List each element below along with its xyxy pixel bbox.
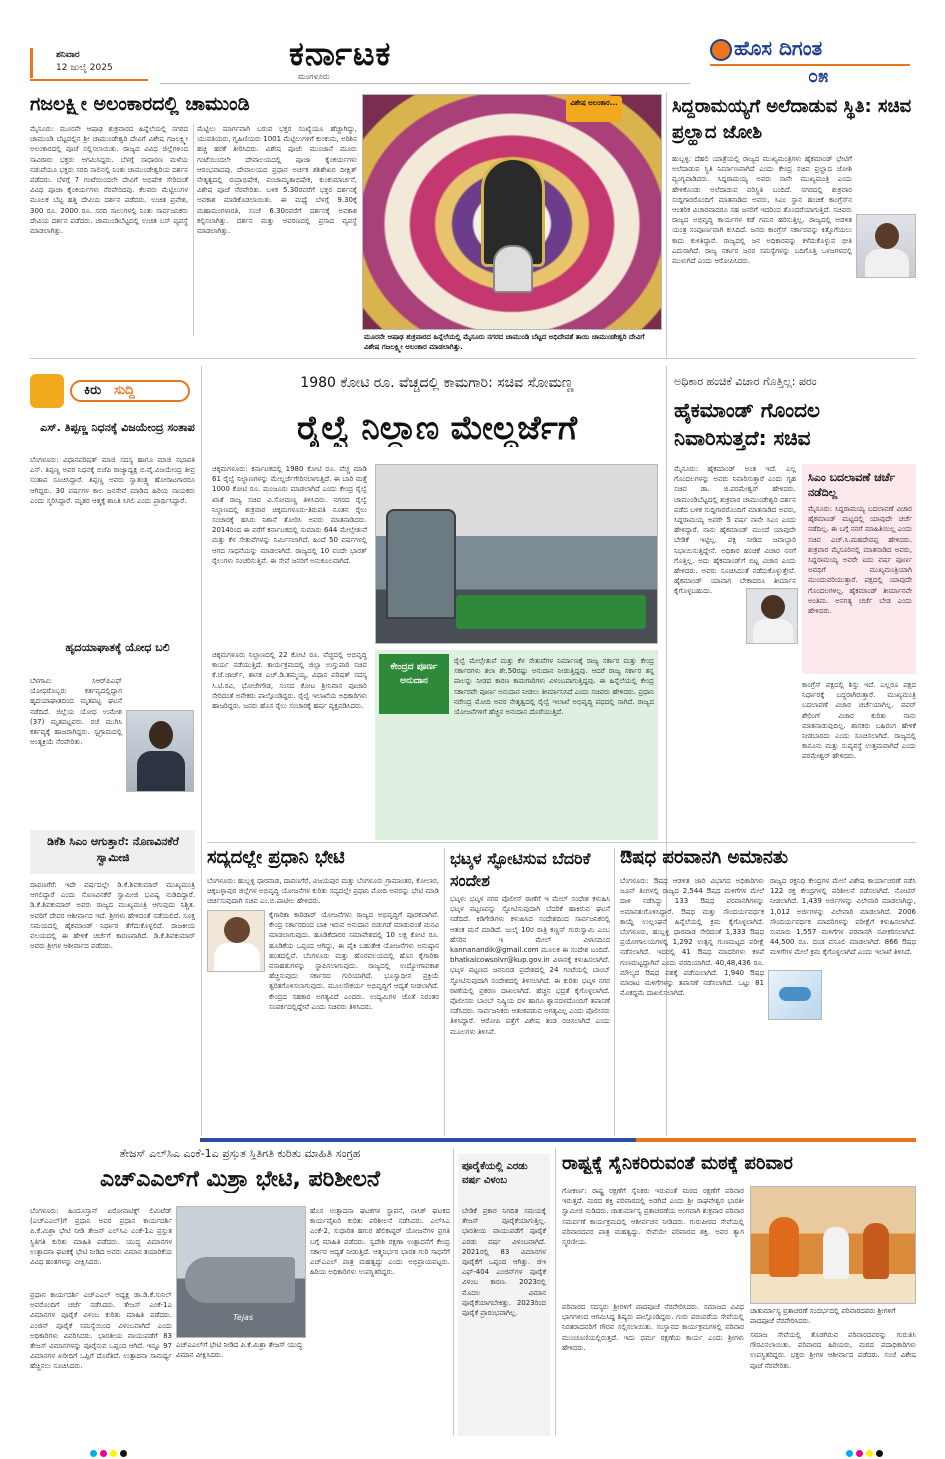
section-title: ಕರ್ನಾಟಕ bbox=[289, 34, 392, 73]
story4-headline: ಹೈಕಮಾಂಡ್ ಗೊಂದಲ ನಿವಾರಿಸುತ್ತದೆ: ಸಚಿವ bbox=[674, 398, 820, 450]
padapooja-photo bbox=[750, 1186, 916, 1304]
story5-headline: ಸದ್ಯದಲ್ಲೇ ಪ್ರಧಾನಿ ಭೇಟಿ bbox=[207, 848, 345, 868]
train-flagoff-photo bbox=[375, 464, 658, 644]
kiru-title-b: ಸುದ್ದಿ bbox=[114, 383, 135, 398]
story3-col1: ಚಿಕ್ಕಮಗಳೂರು: ಕರ್ನಾಟಕದಲ್ಲಿ 1980 ಕೋಟಿ ರೂ. ವೆಚ್ಚ ಮಾಡಿ 61 ರೈಲ್ವೆ ನಿಲ್ದಾಣಗಳನ್ನು ಮೇಲ್ದರ್ಜೆಗೇರಿಸಲಾಗುತ್ತಿದೆ. ಈ ಬಾರಿ ಮತ್ತೆ 1000 ಕೋಟಿ ರೂ. ಮಂಜೂರು ಮಾಡಲಾಗಿದೆ ಎಂದು ಕೇಂದ್ರ ರೈಲ್ವೆ ಖಾತೆ ರಾಜ್ಯ ಸಚಿವ ವಿ.ಸೋಮಣ್ಣ ತಿಳಿಸಿದರು. ನಗರದ ರೈಲ್ವೆ ನಿಲ್ದಾಣದಲ್ಲಿ ಶುಕ್ರವಾರ ಚಿಕ್ಕಮಗಳೂರು-ತಿರುಪತಿ ನೂತನ ರೈಲು ಸಂಚಾರಕ್ಕೆ ಹಸಿರು ನಿಶಾನೆ ತೋರಿಸಿ ಅವರು ಮಾತನಾಡಿದರು. 2014ರಿಂದ ಈ ವರೆಗೆ ಕರ್ನಾಟಕದಲ್ಲಿ ಸುಮಾರು 644 ಮೇಲ್ಸೇತುವೆ ಮತ್ತು ಕೆಳ ಸೇತುವೆಗಳನ್ನು ನಿರ್ಮಿಸಲಾಗಿದೆ. ಹಿಂದೆ 50 ವರ್ಷಗಳಲ್ಲಿ ಆಗದ ಸಾಧನೆಯನ್ನು ಮಾಡಲಾಗಿದೆ. ರಾಜ್ಯದಲ್ಲಿ 10 ವಂದೇ ಭಾರತ್ ರೈಲುಗಳು ಸಂಚರಿಸುತ್ತಿವೆ. ಈ ಸೇವೆ ಜನರಿಗೆ ಅನುಕೂಲವಾಗಿದೆ. bbox=[212, 465, 367, 565]
story9-col3: ಸಮಾಜ ಸೇವೆಯಲ್ಲಿ ತೊಡಗಿರುವ ಪರಿವಾರದವರನ್ನು ಗುರುತಿಸಿ ಗೌರವಿಸಲಾಯಿತು. ಪರಿವಾರದ ಹಿರಿಯರು, ಮಠದ ಪದಾಧಿಕಾರಿಗಳು ಉಪಸ್ಥಿತರಿದ್ದರು. ಭಕ್ತರು ಶ್ರೀಗಳ ಆಶೀರ್ವಾದ ಪಡೆದರು. ಸಂಜೆ ವಿಶೇಷ ಪೂಜೆ ನೆರವೇರಿತು. bbox=[750, 1331, 916, 1370]
story9-caption: ಚಾತುರ್ಮಾಸ್ಯ ವ್ರತಾಚರಣೆ ಸಂದರ್ಭದಲ್ಲಿ ಪರಿವಾರದವರು ಶ್ರೀಗಳಿಗೆ ಪಾದಪೂಜೆ ನೆರವೇರಿಸಿದರು. bbox=[750, 1307, 896, 1325]
tejas-label: Tejas bbox=[233, 1313, 254, 1322]
kiru-s3-body: ದಾವಣಗೆರೆ: ಇದೇ ವರ್ಷದಲ್ಲೇ ಡಿ.ಕೆ.ಶಿವಕುಮಾರ್ ಮುಖ್ಯಮಂತ್ರಿ ಆಗಲಿದ್ದಾರೆ ಎಂದು ನೊಣವಿನಕೆರೆ ಸ್ವಾಮೀಜಿ ಭವಿಷ್ಯ ನುಡಿದಿದ್ದಾರೆ. ಡಿ.ಕೆ.ಶಿವಕುಮಾರ್ ಅವರು ರಾಜ್ಯದ ಮುಖ್ಯಮಂತ್ರಿ ಆಗುವುದು ನಿಶ್ಚಿತ. ಅವರಿಗೆ ದೇವರ ಆಶೀರ್ವಾದ ಇದೆ. ಶ್ರೀಗಳು ಹೇಳಿದಂತೆ ನಡೆಯಲಿದೆ. ಸೂಕ್ತ ಸಮಯದಲ್ಲಿ ಹೈಕಮಾಂಡ್ ನಿರ್ಧಾರ ತೆಗೆದುಕೊಳ್ಳಲಿದೆ. ರಾಜಕೀಯ ವಲಯದಲ್ಲಿ ಈ ಹೇಳಿಕೆ ಚರ್ಚೆಗೆ ಕಾರಣವಾಗಿದೆ. ಡಿ.ಕೆ.ಶಿವಕುಮಾರ್ ಅವರು ಶ್ರೀಗಳ ಆಶೀರ್ವಾದ ಪಡೆದರು. bbox=[30, 881, 195, 951]
person-body-icon bbox=[137, 751, 185, 792]
masthead bbox=[698, 30, 916, 88]
story8-headline: ಎಚ್‌ಎಎಲ್‌ಗೆ ಮಿಶ್ರಾ ಭೇಟಿ, ಪರಿಶೀಲನೆ bbox=[100, 1168, 380, 1192]
person-head-icon bbox=[761, 595, 785, 619]
kiru-title-a: ಕಿರು bbox=[84, 383, 102, 398]
kiru-s2-body: ಬೆಳಗಾವಿ: ಸಿಆರ್‌ಪಿಎಫ್ ಯೋಧರೊಬ್ಬರು ಕರ್ತವ್ಯದಲ್ಲಿದ್ದಾಗ ಹೃದಯಾಘಾತದಿಂದ ಮೃತಪಟ್ಟ ಘಟನೆ ನಡೆದಿದೆ. ಜಿಲ್ಲೆಯ ಯೋಧ ಉಮೇಶ (37) ಮೃತಪಟ್ಟವರು. ರಜೆ ಮುಗಿಸಿ ಕರ್ತವ್ಯಕ್ಕೆ ಹಾಜರಾಗಿದ್ದರು. ಸ್ವಗ್ರಾಮದಲ್ಲಿ ಅಂತ್ಯಕ್ರಿಯೆ ನೆರವೇರಿತು. bbox=[30, 677, 122, 747]
kiru-s3-head: ಡಿಕೆಶಿ ಸಿಎಂ ಆಗುತ್ತಾರೆ: ನೊಣವಿನಕೆರೆ ಸ್ವಾಮೀಜಿ bbox=[47, 835, 179, 864]
story3-headline: ರೈಲ್ವೆ ನಿಲ್ದಾಣ ಮೇಲ್ದರ್ಜೆಗೆ bbox=[296, 410, 578, 447]
person-head-icon bbox=[875, 223, 899, 249]
header-rule bbox=[160, 83, 690, 84]
story5-body2: ಕೈಗಾರಿಕಾ ಕಾರಿಡಾರ್ ಯೋಜನೆಗಳು ರಾಜ್ಯದ ಅಭಿವೃದ್ಧಿಗೆ ಪೂರಕವಾಗಿವೆ. ಕೇಂದ್ರ ಸರ್ಕಾರದಿಂದ ಬಾಕಿ ಇರುವ ಅನುದಾನ ಬಿಡುಗಡೆ ಮಾಡುವಂತೆ ಮನವಿ ಮಾಡಲಾಗುವುದು. ಹೂಡಿಕೆದಾರರ ಸಮಾವೇಶದಲ್ಲಿ 10 ಲಕ್ಷ ಕೋಟಿ ರೂ. ಹೂಡಿಕೆಯ ಒಪ್ಪಂದ ಆಗಿದ್ದು, ಈ ಪೈಕಿ ಬಹುತೇಕ ಯೋಜನೆಗಳು ಅನುಷ್ಠಾನ ಹಂತದಲ್ಲಿವೆ. ಬೆಂಗಳೂರು ಮತ್ತು ಹೊರವಲಯದಲ್ಲಿ ಹೊಸ ಕೈಗಾರಿಕಾ ವಸಾಹತುಗಳನ್ನು ಸ್ಥಾಪಿಸಲಾಗುವುದು. ರಾಜ್ಯದಲ್ಲಿ ಉದ್ಯೋಗಾವಕಾಶ ಹೆಚ್ಚಿಸುವುದು ಸರ್ಕಾರದ ಗುರಿಯಾಗಿದೆ. ಭೂಸ್ವಾಧೀನ ಪ್ರಕ್ರಿಯೆ ತ್ವರಿತಗೊಳಿಸಲಾಗುವುದು. ಮೂಲಸೌಕರ್ಯ ಅಭಿವೃದ್ಧಿಗೆ ಆದ್ಯತೆ ನೀಡಲಾಗಿದೆ. ಕೇಂದ್ರದ ಸಹಕಾರ ಅಗತ್ಯವಿದೆ ಎಂದರು. ಉದ್ಯಮಿಗಳ ಜೊತೆ ನಿರಂತರ ಸಂಪರ್ಕದಲ್ಲಿದ್ದೇವೆ ಎಂದು ಸಚಿವರು ತಿಳಿಸಿದರು. bbox=[269, 911, 439, 1011]
goddess-photo bbox=[362, 94, 662, 330]
story8-col3: ಹೊಸ ಉತ್ಪಾದನಾ ಘಟಕಗಳ ಸ್ಥಾಪನೆ, ನಾಸಿಕ್ ಘಟಕದ ಕಾರ್ಯವೈಖರಿ ಕುರಿತು ಪರಿಶೀಲನೆ ನಡೆಸಿದರು. ಎಲ್‌ಸಿಎ ಎಂಕೆ-2, ಸುಧಾರಿತ ಹಗುರ ಹೆಲಿಕಾಪ್ಟರ್ ಯೋಜನೆಗಳ ಪ್ರಗತಿ ಬಗ್ಗೆ ಮಾಹಿತಿ ಪಡೆದರು. ಸ್ವದೇಶಿ ರಕ್ಷಣಾ ಉತ್ಪಾದನೆಗೆ ಕೇಂದ್ರ ಸರ್ಕಾರ ಆದ್ಯತೆ ನೀಡುತ್ತಿದೆ. ಆತ್ಮನಿರ್ಭರ ಭಾರತ ಗುರಿ ಸಾಧನೆಗೆ ಎಚ್‌ಎಎಲ್ ಪಾತ್ರ ಮಹತ್ವದ್ದು ಎಂದು ಅಭಿಪ್ರಾಯಪಟ್ಟರು. ಹಿರಿಯ ಅಧಿಕಾರಿಗಳು ಉಪಸ್ಥಿತರಿದ್ದರು. bbox=[310, 1207, 450, 1277]
story2-body: ಹುಬ್ಬಳ್ಳಿ: ದೆಹಲಿ ಯಾತ್ರೆಯಲ್ಲಿ ರಾಜ್ಯದ ಮುಖ್ಯಮಂತ್ರಿಗಳು ಹೈಕಮಾಂಡ್ ಭೇಟಿಗೆ ಅಲೆದಾಡುವ ಸ್ಥಿತಿ ನಿರ್ಮಾಣವಾಗಿದೆ ಎಂದು ಕೇಂದ್ರ ಸಚಿವ ಪ್ರಲ್ಹಾದ ಜೋಶಿ ವ್ಯಂಗ್ಯವಾಡಿದರು. ಸಿದ್ದರಾಮಯ್ಯ ಅವರು ನಾನೇ ಮುಖ್ಯಮಂತ್ರಿ ಎಂದು ಹೇಳಿಕೊಂಡು ಅಲೆದಾಡುವ ಪರಿಸ್ಥಿತಿ ಬಂದಿದೆ. ನಗರದಲ್ಲಿ ಶುಕ್ರವಾರ ಸುದ್ದಿಗಾರರೊಂದಿಗೆ ಮಾತನಾಡಿದ ಅವರು, ಸಿಎಂ ಸ್ಥಾನ ಹಂಚಿಕೆ ಕಾಂಗ್ರೆಸ್‌ನ ಆಂತರಿಕ ವಿಚಾರವಾದರೂ ಸಹ ಜನರಿಗೆ ಇದರಿಂದ ತೊಂದರೆಯಾಗುತ್ತಿದೆ. ಸಚಿವರು ರಾಜ್ಯದ ಅಭಿವೃದ್ಧಿ ಕಾರ್ಯಗಳ ಕಡೆ ಗಮನ ಹರಿಸುತ್ತಿಲ್ಲ. ರಾಜ್ಯದಲ್ಲಿ ಆಡಳಿತ ಯಂತ್ರ ಸಂಪೂರ್ಣವಾಗಿ ಕುಸಿದಿದೆ. ಜನರು ಕಾಂಗ್ರೆಸ್ ಸರ್ಕಾರವನ್ನು ಕಿತ್ತೊಗೆಯಲು ಕಾದು ಕುಳಿತಿದ್ದಾರೆ. ರಾಜ್ಯದಲ್ಲಿ ಜನ ಅಧಿಕಾರವನ್ನು ಕಳೆದುಕೊಳ್ಳುವ ಭೀತಿ ಎದುರಾಗಿದೆ. ರಾಜ್ಯ ಸರ್ಕಾರ ಜನರ ಸಮಸ್ಯೆಗಳನ್ನು ಬದಿಗೊತ್ತಿ ಒಳಜಗಳದಲ್ಲಿ ಮುಳುಗಿದೆ ಎಂದು ಆರೋಪಿಸಿದರು. bbox=[672, 155, 852, 266]
medicine-photo bbox=[768, 970, 822, 1020]
story9-col1: ಗೋಕರ್ಣ: ರಾಷ್ಟ್ರ ರಕ್ಷಣೆಗೆ ಸೈನಿಕರು ಇರುವಂತೆ ಮಠದ ರಕ್ಷಣೆಗೆ ಪರಿವಾರ ಇರುತ್ತದೆ. ಮಠದ ಶಕ್ತಿ ಪರಿವಾರದಲ್ಲಿ ಅಡಗಿದೆ ಎಂದು ಶ್ರೀ ರಾಘವೇಶ್ವರ ಭಾರತೀ ಸ್ವಾಮೀಜಿ ನುಡಿದರು. ಚಾತುರ್ಮಾಸ್ಯ ವ್ರತಾಚರಣೆಯ ಅಂಗವಾಗಿ ಶುಕ್ರವಾರ ಪರಿವಾರ ಸಮರ್ಪಣೆ ಕಾರ್ಯಕ್ರಮದಲ್ಲಿ ಆಶೀರ್ವಚನ ನೀಡಿದರು. ಗುರುಪೀಠದ ಸೇವೆಯಲ್ಲಿ ಪರಿವಾರದವರ ಪಾತ್ರ ಮಹತ್ವದ್ದು. ಸೇವೆಯೇ ಪರಿವಾರದ ಶಕ್ತಿ. ಅವರ ತ್ಯಾಗ ಸ್ಮರಣೀಯ. bbox=[562, 1187, 744, 1247]
person-body-icon bbox=[865, 249, 909, 278]
story4-col2: ಕಾಂಗ್ರೆಸ್ ಪಕ್ಷದಲ್ಲಿ ಶಿಸ್ತು ಇದೆ. ಎಲ್ಲರೂ ಪಕ್ಷದ ನಿರ್ಧಾರಕ್ಕೆ ಬದ್ಧರಾಗಿರುತ್ತಾರೆ. ಮುಖ್ಯಮಂತ್ರಿ ಬದಲಾವಣೆ ವಿಚಾರ ಚರ್ಚೆಯಾಗಿಲ್ಲ. ಪವರ್ ಶೇರಿಂಗ್ ವಿಚಾರ ಕುರಿತು ನಾನು ಮಾತನಾಡುವುದಿಲ್ಲ. ಶಾಸಕರು ಬಹಿರಂಗ ಹೇಳಿಕೆ ನೀಡಬಾರದು ಎಂದು ಸೂಚಿಸಲಾಗಿದೆ. ರಾಜ್ಯದಲ್ಲಿ ಕಾನೂನು ಮತ್ತು ಸುವ್ಯವಸ್ಥೆ ಉತ್ತಮವಾಗಿದೆ ಎಂದು ಪರಮೇಶ್ವರ್ ಹೇಳಿದರು. bbox=[802, 681, 916, 761]
story8-box-head: ಪೂರೈಕೆಯಲ್ಲಿ ಎರಡು ವರ್ಷ ವಿಳಂಬ bbox=[462, 1161, 528, 1186]
story8-kicker: ತೇಜಸ್ ಎಲ್‌ಸಿಎ ಎಂಕೆ-1ಎ ಪ್ರಸ್ತುತ ಸ್ಥಿತಿಗತಿ ಕುರಿತು ಮಾಹಿತಿ ಸಂಗ್ರಹ bbox=[119, 1148, 361, 1160]
elephant-icon bbox=[493, 245, 533, 293]
kiru-header bbox=[30, 374, 190, 408]
masthead-paper-name: ಹೊಸ ದಿಗಂತ bbox=[734, 36, 823, 60]
jet-icon bbox=[185, 1257, 295, 1303]
person-body-icon bbox=[753, 619, 793, 644]
story2-headline: ಸಿದ್ದರಾಮಯ್ಯಗೆ ಅಲೆದಾಡುವ ಸ್ಥಿತಿ: ಸಚಿವ ಪ್ರಲ್ಹಾದ ಜೋಶಿ bbox=[672, 96, 912, 143]
story4-box-head: ಸಿಎಂ ಬದಲಾವಣೆ ಚರ್ಚೆ ನಡೆದಿಲ್ಲ bbox=[808, 471, 896, 499]
story7-col1: ಬೆಂಗಳೂರು: ಔಷಧ ಆಡಳಿತ ಜಾರಿ ವಿಭಾಗದ ಅಧಿಕಾರಿಗಳು ಜೂನ್ ತಿಂಗಳಲ್ಲಿ ರಾಜ್ಯದ 2,544 ಔಷಧ ಮಳಿಗೆಗಳ ಮೇಲೆ ದಾಳಿ ನಡೆಸಿದ್ದು 133 ಔಷಧ ಪರವಾನಗಿಗಳನ್ನು ಅಮಾನತುಗೊಳಿಸಿದ್ದಾರೆ. ಔಷಧ ಮತ್ತು ಸೌಂದರ್ಯವರ್ಧಕ ಕಾಯ್ದೆ ಉಲ್ಲಂಘನೆ ಹಿನ್ನೆಲೆಯಲ್ಲಿ ಕ್ರಮ ಕೈಗೊಳ್ಳಲಾಗಿದೆ. ಬೆಂಗಳೂರು, ಹುಬ್ಬಳ್ಳಿ ಧಾರವಾಡ ಸೇರಿದಂತೆ 1,333 ಔಷಧ ಪ್ರಯೋಗಾಲಯಗಳಲ್ಲಿ 1,292 ಉತ್ಪನ್ನ ಗುಣಮಟ್ಟದ ಪರೀಕ್ಷೆ ನಡೆಸಲಾಗಿದೆ. ಇದರಲ್ಲಿ 41 ಔಷಧ ಮಾದರಿಗಳು ಕಳಪೆ ಗುಣಮಟ್ಟದ್ದಾಗಿವೆ ಎಂದು ವರದಿಯಾಗಿದೆ. 40,48,436 ರೂ. ಮೌಲ್ಯದ ಔಷಧ ವಶಕ್ಕೆ ಪಡೆಯಲಾಗಿದೆ. 1,940 ಔಷಧ ಮಾರಾಟ ಮಳಿಗೆಗಳನ್ನು ತಪಾಸಣೆ ನಡೆಸಲಾಗಿದೆ. ಒಟ್ಟು 81 ಮೊಕದ್ದಮೆ ದಾಖಲಿಸಲಾಗಿದೆ. bbox=[620, 877, 764, 998]
story3-box-body: ರೈಲ್ವೆ ಮೇಲ್ಸೇತುವೆ ಮತ್ತು ಕೆಳ ಸೇತುವೆಗಳ ನಿರ್ಮಾಣಕ್ಕೆ ರಾಜ್ಯ ಸರ್ಕಾರ ಮತ್ತು ಕೇಂದ್ರ ಸರ್ಕಾರಗಳು ತಲಾ ಶೇ.50ರಷ್ಟು ಅನುದಾನ ನೀಡುತ್ತಿದ್ದವು. ಆದರೆ ರಾಜ್ಯ ಸರ್ಕಾರ ತನ್ನ ಪಾಲನ್ನು ನೀಡದ ಕಾರಣ ಕಾಮಗಾರಿಗಳು ವಿಳಂಬವಾಗುತ್ತಿದ್ದವು. ಈ ಹಿನ್ನೆಲೆಯಲ್ಲಿ ಕೇಂದ್ರ ಸರ್ಕಾರವೇ ಪೂರ್ಣ ಅನುದಾನ ನೀಡಲು ತೀರ್ಮಾನಿಸಿದೆ ಎಂದು ಸಚಿವರು ಹೇಳಿದರು. ಪ್ರಧಾನಿ ನರೇಂದ್ರ ಮೋದಿ ಅವರ ನೇತೃತ್ವದಲ್ಲಿ ರೈಲ್ವೆ ಇಲಾಖೆ ಅಭಿವೃದ್ಧಿ ಪಥದಲ್ಲಿ ಸಾಗಿದೆ. ರಾಜ್ಯದ ಯೋಜನೆಗಳಿಗೆ ಹೆಚ್ಚಿನ ಅನುದಾನ ದೊರೆಯುತ್ತಿದೆ. bbox=[454, 657, 654, 717]
photo1-caption: ಮೂರನೇ ಆಷಾಢ ಶುಕ್ರವಾರದ ಹಿನ್ನೆಲೆಯಲ್ಲಿ ಮೈಸೂರು ನಗರದ ಚಾಮುಂಡಿ ಬೆಟ್ಟದ ಅಧಿದೇವತೆ ತಾಯಿ ಚಾಮುಂಡೇಶ್ವರಿ ದೇವಿಗೆ ವಿಶೇಷ ಗಜಲಕ್ಷ್ಮೀ ಅಲಂಕಾರ ಮಾಡಲಾಗಿತ್ತು. bbox=[364, 333, 645, 351]
pill-icon bbox=[779, 987, 811, 1001]
story7-col2: ರಾಜ್ಯದ ರಕ್ತನಿಧಿ ಕೇಂದ್ರಗಳ ಮೇಲೆ ವಿಶೇಷ ಕಾರ್ಯಾಚರಣೆ ನಡೆಸಿ 122 ರಕ್ತ ಕೇಂದ್ರಗಳಲ್ಲಿ ಪರಿಶೀಲನೆ ನಡೆಸಲಾಗಿದೆ. ನೋಟಿಸ್ ನೀಡಲಾಗಿದೆ. 1,439 ಅರ್ಜಿಗಳನ್ನು ವಿಲೇವಾರಿ ಮಾಡಲಾಗಿದ್ದು, 1,012 ಅರ್ಜಿಗಳನ್ನು ವಿಲೇವಾರಿ ಮಾಡಲಾಗಿದೆ. 2006 ಸೌಂದರ್ಯವರ್ಧಕ ಮಾದರಿಗಳನ್ನು ಪರೀಕ್ಷೆಗೆ ಕಳುಹಿಸಲಾಗಿದೆ. ಸುಮಾರು 1,557 ಮಳಿಗೆಗಳ ಪರವಾನಗಿ ನವೀಕರಿಸಲಾಗಿದೆ. 44,500 ರೂ. ದಂಡ ವಸೂಲಿ ಮಾಡಲಾಗಿದೆ. 866 ಔಷಧ ಮಳಿಗೆಗಳ ಮೇಲೆ ಕ್ರಮ ಕೈಗೊಳ್ಳಲಾಗಿದೆ ಎಂದು ಇಲಾಖೆ ತಿಳಿಸಿದೆ. bbox=[770, 877, 916, 957]
kiru-s2-head: ಹೃದಯಾಘಾತಕ್ಕೆ ಯೋಧ ಬಲಿ bbox=[65, 641, 170, 654]
divider-bar-blue bbox=[200, 1138, 636, 1142]
story7-headline: ಔಷಧ ಪರವಾನಗಿ ಅಮಾನತು bbox=[620, 848, 789, 868]
header-date-rule bbox=[30, 79, 148, 81]
kiru-s1-body: ಬೆಂಗಳೂರು: ವಿಧಾನಪರಿಷತ್ ಮಾಜಿ ಸದಸ್ಯ ಹಾಗೂ ಮಾಜಿ ಸಭಾಪತಿ ಎಸ್. ತಿಪ್ಪಣ್ಣ ಅವರ ನಿಧನಕ್ಕೆ ಬಿಜೆಪಿ ರಾಜ್ಯಾಧ್ಯಕ್ಷ ಬಿ.ವೈ.ವಿಜಯೇಂದ್ರ ತೀವ್ರ ಸಂತಾಪ ಸೂಚಿಸಿದ್ದಾರೆ. ತಿಪ್ಪಣ್ಣ ಅವರು ಸ್ವಾತಂತ್ರ್ಯ ಹೋರಾಟಗಾರರೂ ಆಗಿದ್ದರು. 30 ವರ್ಷಗಳ ಕಾಲ ಜನಸೇವೆ ಮಾಡಿದ ಹಿರಿಯ ನಾಯಕರು ಎಂದು ಸ್ಮರಿಸಿದ್ದಾರೆ. ಮೃತರ ಆತ್ಮಕ್ಕೆ ಶಾಂತಿ ಸಿಗಲಿ ಎಂದು ಪ್ರಾರ್ಥಿಸಿದ್ದಾರೆ. bbox=[30, 456, 195, 505]
flag-icon bbox=[456, 595, 646, 629]
person-body-icon bbox=[214, 943, 260, 972]
masthead-logo-icon bbox=[710, 39, 732, 61]
page-number: ೦೫ bbox=[808, 66, 829, 87]
story8-caption: ಎಚ್‌ಎಎಲ್‌ಗೆ ಭೇಟಿ ನೀಡಿದ ಪಿ.ಕೆ.ಮಿಶ್ರಾ ತೇಜಸ್ ಯುದ್ಧ ವಿಮಾನ ವೀಕ್ಷಿಸಿದರು. bbox=[176, 1341, 303, 1359]
story3-col2: ಚಿಕ್ಕಮಗಳೂರು ನಿಲ್ದಾಣದಲ್ಲಿ 22 ಕೋಟಿ ರೂ. ವೆಚ್ಚದಲ್ಲಿ ಅಭಿವೃದ್ಧಿ ಕಾರ್ಯ ನಡೆಯುತ್ತಿದೆ. ಕಾರ್ಯಕ್ರಮದಲ್ಲಿ ಜಿಲ್ಲಾ ಉಸ್ತುವಾರಿ ಸಚಿವ ಕೆ.ಜೆ.ಜಾರ್ಜ್, ಶಾಸಕ ಎಚ್.ಡಿ.ತಮ್ಮಯ್ಯ, ವಿಧಾನ ಪರಿಷತ್ ಸದಸ್ಯ ಸಿ.ಟಿ.ರವಿ, ಭೋಜೇಗೌಡ, ಸಂಸದ ಕೋಟ ಶ್ರೀನಿವಾಸ ಪೂಜಾರಿ ಸೇರಿದಂತೆ ಅನೇಕರು ಪಾಲ್ಗೊಂಡಿದ್ದರು. ರೈಲ್ವೆ ಇಲಾಖೆಯ ಅಧಿಕಾರಿಗಳು ಹಾಜರಿದ್ದರು. ಜನರು ಹೊಸ ರೈಲು ಸಂಚಾರಕ್ಕೆ ಹರ್ಷ ವ್ಯಕ್ತಪಡಿಸಿದರು. bbox=[212, 651, 367, 711]
mb-patil-photo bbox=[207, 910, 265, 972]
joshi-photo bbox=[856, 214, 916, 278]
registration-dots-left bbox=[90, 1442, 130, 1459]
photo1-badge: ವಿಶೇಷ ಅಲಂಕಾರ... bbox=[566, 96, 622, 122]
kiru-s1-head: ಎಸ್. ತಿಪ್ಪಣ್ಣ ನಿಧನಕ್ಕೆ ವಿಜಯೇಂದ್ರ ಸಂತಾಪ bbox=[40, 421, 195, 434]
story3-box-label: ಕೇಂದ್ರದ ಪೂರ್ಣ ಅನುದಾನ bbox=[379, 654, 449, 714]
header-city: ಮಂಗಳೂರು bbox=[298, 72, 330, 81]
header-date-block bbox=[30, 48, 145, 78]
story3-kicker: 1980 ಕೋಟಿ ರೂ. ವೆಚ್ಚದಲ್ಲಿ ಕಾಮಗಾರಿ: ಸಚಿವ ಸೋಮಣ್ಣ bbox=[300, 376, 574, 391]
story1-col1: ಮೈಸೂರು: ಮೂರನೇ ಆಷಾಢ ಶುಕ್ರವಾರದ ಹಿನ್ನೆಲೆಯಲ್ಲಿ ನಗರದ ಚಾಮುಂಡಿ ಬೆಟ್ಟದಲ್ಲಿನ ಶ್ರೀ ಚಾಮುಂಡೇಶ್ವರಿ ದೇವಿಗೆ ವಿಶೇಷ ಗಜಲಕ್ಷ್ಮೀ ಅಲಂಕಾರದಲ್ಲಿ ಪೂಜೆ ಸಲ್ಲಿಸಲಾಯಿತು. ರಾಜ್ಯದ ವಿವಿಧ ಜಿಲ್ಲೆಗಳಿಂದ ಸಾವಿರಾರು ಭಕ್ತರು ಆಗಮಿಸಿದ್ದರು. ಬೆಳಗ್ಗೆ ಸಾಧಾರಣ ಮಳೆಯ ನಡುವೆಯೂ ಭಕ್ತರು ಸರದಿ ಸಾಲಿನಲ್ಲಿ ನಿಂತು ಚಾಮುಂಡೇಶ್ವರಿಯ ದರ್ಶನ ಪಡೆದರು. ಬೆಳಗ್ಗೆ 7 ಗಂಟೆಯಿಂದಲೇ ದೇವಿಗೆ ಅಭಿಷೇಕ ಸೇರಿದಂತೆ ವಿವಿಧ ಪೂಜಾ ಕೈಂಕರ್ಯಗಳು ನೆರವೇರಿದವು. ಕೆಲವರು ಮೆಟ್ಟಿಲುಗಳ ಮೂಲಕ ಬೆಟ್ಟ ಹತ್ತಿ ದೇವಿಯ ದರ್ಶನ ಪಡೆದರು. ಉಚಿತ ಪ್ರವೇಶ, 300 ರೂ. 2000 ರೂ. ಸರದಿ ಸಾಲುಗಳಲ್ಲಿ ನಿಂತು ಸಾರ್ವಜನಿಕರು ದೇವಿಯ ದರ್ಶನ ಪಡೆದರು. ಚಾಮುಂಡಿಬೆಟ್ಟದಲ್ಲಿ ಉಚಿತ ಬಸ್ ವ್ಯವಸ್ಥೆ ಮಾಡಲಾಗಿತ್ತು. bbox=[30, 125, 188, 236]
tejas-photo bbox=[176, 1206, 306, 1338]
divider-bar-orange bbox=[636, 1138, 916, 1142]
story1-headline: ಗಜಲಕ್ಷ್ಮೀ ಅಲಂಕಾರದಲ್ಲಿ ಚಾಮುಂಡಿ bbox=[30, 94, 250, 115]
devotee-icon bbox=[823, 1227, 849, 1279]
parameshwar-photo bbox=[746, 588, 798, 644]
story4-box-body: ಮೈಸೂರು: ಸಿದ್ದರಾಮಯ್ಯ ಬದಲಾವಣೆ ವಿಚಾರ ಹೈಕಮಾಂಡ್ ಮಟ್ಟದಲ್ಲಿ ಯಾವುದೇ ಚರ್ಚೆ ನಡೆದಿಲ್ಲ. ಈ ಬಗ್ಗೆ ನನಗೆ ಮಾಹಿತಿಯಿಲ್ಲ ಎಂದು ಸಚಿವ ಎಚ್.ಸಿ.ಮಹದೇವಪ್ಪ ಹೇಳಿದರು. ಶುಕ್ರವಾರ ಮೈಸೂರಿನಲ್ಲಿ ಮಾತನಾಡಿದ ಅವರು, ಸಿದ್ದರಾಮಯ್ಯ ಅವರೇ ಐದು ವರ್ಷ ಪೂರ್ಣ ಅವಧಿಗೆ ಮುಖ್ಯಮಂತ್ರಿಯಾಗಿ ಮುಂದುವರಿಯುತ್ತಾರೆ. ಪಕ್ಷದಲ್ಲಿ ಯಾವುದೇ ಗೊಂದಲಗಳಿಲ್ಲ. ಹೈಕಮಾಂಡ್ ತೀರ್ಮಾನವೇ ಅಂತಿಮ. ಅನಗತ್ಯ ಚರ್ಚೆ ಬೇಡ ಎಂದು ಹೇಳಿದರು. bbox=[808, 505, 912, 616]
person-head-icon bbox=[149, 721, 173, 749]
soldier-photo bbox=[126, 710, 194, 792]
registration-dots-right bbox=[846, 1442, 886, 1459]
header-date: 12 ಜುಲೈ 2025 bbox=[56, 63, 113, 73]
story4-kicker: ಅಧಿಕಾರ ಹಂಚಿಕೆ ವಿಚಾರ ಗೊತ್ತಿಲ್ಲ: ಪರಂ bbox=[674, 376, 817, 388]
header-day: ಶನಿವಾರ bbox=[56, 50, 80, 60]
train-icon bbox=[386, 509, 456, 619]
story8-col2: ಪ್ರಧಾನ ಕಾರ್ಯದರ್ಶಿ ಎಚ್‌ಎಎಲ್ ಅಧ್ಯಕ್ಷ ಡಾ.ಡಿ.ಕೆ.ಸುನಿಲ್ ಅವರೊಂದಿಗೆ ಚರ್ಚೆ ನಡೆಸಿದರು. ತೇಜಸ್ ಎಂಕೆ-1ಎ ವಿಮಾನಗಳ ಪೂರೈಕೆ ವಿಳಂಬ ಕುರಿತು ಮಾಹಿತಿ ಪಡೆದರು. ಎಂಜಿನ್ ಪೂರೈಕೆ ಸಮಸ್ಯೆಯಿಂದ ವಿಳಂಬವಾಗಿದೆ ಎಂದು ಅಧಿಕಾರಿಗಳು ವಿವರಿಸಿದರು. ಭಾರತೀಯ ವಾಯುಪಡೆಗೆ 83 ತೇಜಸ್ ವಿಮಾನಗಳನ್ನು ಪೂರೈಸುವ ಒಪ್ಪಂದ ಆಗಿದೆ. ಇನ್ನೂ 97 ವಿಮಾನಗಳ ಖರೀದಿಗೆ ಒಪ್ಪಿಗೆ ದೊರೆತಿದೆ. ಉತ್ಪಾದನಾ ಸಾಮರ್ಥ್ಯ ಹೆಚ್ಚಿಸಲು ಸೂಚಿಸಿದರು. bbox=[30, 1291, 172, 1371]
devotee-icon bbox=[863, 1223, 889, 1279]
story9-col2: ಪರಿವಾರದ ಸದಸ್ಯರು ಶ್ರೀಗಳಿಗೆ ಪಾದಪೂಜೆ ನೆರವೇರಿಸಿದರು. ಸಮಾಜದ ವಿವಿಧ ಭಾಗಗಳಿಂದ ಆಗಮಿಸಿದ್ದ ಶಿಷ್ಯರು ಪಾಲ್ಗೊಂಡಿದ್ದರು. ಗುರು ಪರಂಪರೆಯ ಸೇವೆಯಲ್ಲಿ ನಿರತರಾದವರಿಗೆ ಗೌರವ ಸಲ್ಲಿಸಲಾಯಿತು. ಸಂಸ್ಥಾನದ ಕಾರ್ಯಕ್ರಮಗಳಲ್ಲಿ ಪರಿವಾರ ಮುಂಚೂಣಿಯಲ್ಲಿರುತ್ತದೆ. ಇದು ಧರ್ಮ ರಕ್ಷಣೆಯ ಕಾರ್ಯ ಎಂದು ಶ್ರೀಗಳು ಹೇಳಿದರು. bbox=[562, 1303, 744, 1352]
story5-body1: ಬೆಂಗಳೂರು: ಹುಬ್ಬಳ್ಳಿ ಧಾರವಾಡ, ದಾವಣಗೆರೆ, ವಿಜಯಪುರ ಮತ್ತು ಬೆಂಗಳೂರು ಗ್ರಾಮಾಂತರ, ಕೋಲಾರ, ಚಿಕ್ಕಬಳ್ಳಾಪುರ ಜಿಲ್ಲೆಗಳ ಅಭಿವೃದ್ಧಿ ಯೋಜನೆಗಳ ಕುರಿತು ಸದ್ಯದಲ್ಲೇ ಪ್ರಧಾನಿ ಮೋದಿ ಅವರನ್ನು ಭೇಟಿ ಮಾಡಿ ಚರ್ಚಿಸುವುದಾಗಿ ಸಚಿವ ಎಂ.ಬಿ.ಪಾಟೀಲ ಹೇಳಿದರು. bbox=[207, 877, 439, 906]
story8-box-body: ಬೇಡಿಕೆ ಪ್ರಕಾರ ನಿಗದಿತ ಸಮಯಕ್ಕೆ ತೇಜಸ್ ಪೂರೈಕೆಯಾಗುತ್ತಿಲ್ಲ. ಭಾರತೀಯ ವಾಯುಪಡೆಗೆ ಪೂರೈಕೆ ಎರಡು ವರ್ಷ ವಿಳಂಬವಾಗಿದೆ. 2021ರಲ್ಲಿ 83 ವಿಮಾನಗಳ ಪೂರೈಕೆಗೆ ಒಪ್ಪಂದ ಆಗಿತ್ತು. ಜಿಇ ಎಫ್-404 ಎಂಜಿನ್‌ಗಳ ಪೂರೈಕೆ ವಿಳಂಬ ಕಾರಣ. 2023ರಲ್ಲಿ ಮೊದಲ ವಿಮಾನ ಪೂರೈಕೆಯಾಗಬೇಕಿತ್ತು. 2023ರಿಂದ ಪೂರೈಕೆ ಪ್ರಾರಂಭವಾಗಿಲ್ಲ. bbox=[462, 1207, 546, 1318]
story4-col1: ಮೈಸೂರು: ಹೈಕಮಾಂಡ್ ಅಂತ ಇದೆ. ಎಲ್ಲ ಗೊಂದಲಗಳನ್ನು ಅವರು ನಿವಾರಿಸುತ್ತಾರೆ ಎಂದು ಗೃಹ ಸಚಿವ ಡಾ. ಜಿ.ಪರಮೇಶ್ವರ್ ಹೇಳಿದರು. ಚಾಮುಂಡಿಬೆಟ್ಟದಲ್ಲಿ ಶುಕ್ರವಾರ ಚಾಮುಂಡೇಶ್ವರಿ ದರ್ಶನ ಪಡೆದ ಬಳಿಕ ಸುದ್ದಿಗಾರರೊಂದಿಗೆ ಮಾತನಾಡಿದ ಅವರು, ಸಿದ್ದರಾಮಯ್ಯ ಅವರೇ 5 ವರ್ಷ ನಾನೇ ಸಿಎಂ ಎಂದು ಹೇಳಿದ್ದಾರೆ. ನಾನು ಹೈಕಮಾಂಡ್ ಮುಂದೆ ಯಾವುದೇ ಬೇಡಿಕೆ ಇಟ್ಟಿಲ್ಲ. ಪಕ್ಷ ನೀಡಿದ ಜವಾಬ್ದಾರಿ ನಿಭಾಯಿಸುತ್ತಿದ್ದೇನೆ. ಅಧಿಕಾರ ಹಂಚಿಕೆ ವಿಚಾರ ನನಗೆ ಗೊತ್ತಿಲ್ಲ. ಅದು ಹೈಕಮಾಂಡ್‌ಗೆ ಬಿಟ್ಟ ವಿಚಾರ ಎಂದು ಹೇಳಿದರು. ಅವರು ಸೂಚಿಸಿದಂತೆ ನಡೆದುಕೊಳ್ಳುತ್ತೇವೆ. ಹೈಕಮಾಂಡ್ ಯಾವಾಗ ಬೇಕಾದರೂ ತೀರ್ಮಾನ ಕೈಗೊಳ್ಳಬಹುದು. bbox=[674, 465, 796, 596]
hand-icon bbox=[30, 374, 64, 408]
story9-headline: ರಾಷ್ಟ್ರಕ್ಕೆ ಸೈನಿಕರಿರುವಂತೆ ಮಠಕ್ಕೆ ಪರಿವಾರ bbox=[562, 1154, 793, 1174]
person-head-icon bbox=[224, 917, 250, 943]
story6-body: ಭಟ್ಕಳ: ಭಟ್ಕಳ ನಗರ ಪೊಲೀಸ್ ಠಾಣೆಗೆ ಇ ಮೇಲ್ ಸಂದೇಶ ಕಳುಹಿಸಿ ಭಟ್ಕಳ ಪಟ್ಟಣವನ್ನು ಸ್ಫೋಟಿಸುವುದಾಗಿ ಬೆದರಿಕೆ ಹಾಕಿರುವ ಘಟನೆ ನಡೆದಿದೆ. ಕಿಡಿಗೇಡಿಗಳು ಕಳುಹಿಸಿದ ಸಂದೇಶದಿಂದ ಸಾರ್ವಜನಿಕರಲ್ಲಿ ಆತಂಕ ಮನೆ ಮಾಡಿದೆ. ಜುಲೈ 10ರ ರಾತ್ರಿ ಕಣ್ಣನ್ ಗುರುಸ್ವಾಮಿ ಎಂಬ ಹೆಸರಿನ ಇ ಮೇಲ್ ವಿಳಾಸದಿಂದ kannanandik@gmail.com ಮೂಲಕ ಈ ಸಂದೇಶ ಬಂದಿದೆ. bhatkalcowsolvr@kup.gov.in ವಿಳಾಸಕ್ಕೆ ಕಳುಹಿಸಲಾಗಿದೆ. ಭಟ್ಕಳ ಪಟ್ಟಣದ ಜನನಿಬಿಡ ಪ್ರದೇಶದಲ್ಲಿ 24 ಗಂಟೆಯಲ್ಲಿ ಬಾಂಬ್ ಸ್ಫೋಟಿಸುವುದಾಗಿ ಸಂದೇಶದಲ್ಲಿ ತಿಳಿಸಲಾಗಿದೆ. ಈ ಕುರಿತು ಭಟ್ಕಳ ನಗರ ಠಾಣೆಯಲ್ಲಿ ಪ್ರಕರಣ ದಾಖಲಾಗಿದೆ. ಹೆಚ್ಚಿನ ಭದ್ರತೆ ಕೈಗೊಳ್ಳಲಾಗಿದೆ. ಪೊಲೀಸರು ಬಾಂಬ್ ನಿಷ್ಕ್ರಿಯ ದಳ ಹಾಗೂ ಶ್ವಾನದಳದೊಂದಿಗೆ ತಪಾಸಣೆ ನಡೆಸಿದರು. ಸಾರ್ವಜನಿಕರು ಆತಂಕಪಡುವ ಅಗತ್ಯವಿಲ್ಲ ಎಂದು ಪೊಲೀಸರು ತಿಳಿಸಿದ್ದಾರೆ. ಆರೋಪಿ ಪತ್ತೆಗೆ ವಿಶೇಷ ತಂಡ ರಚಿಸಲಾಗಿದೆ ಎಂದು ಮೂಲಗಳು ತಿಳಿಸಿವೆ. bbox=[450, 895, 610, 1036]
story8-col1: ಬೆಂಗಳೂರು: ಹಿಂದೂಸ್ತಾನ್ ಏರೋನಾಟಿಕ್ಸ್ ಲಿಮಿಟೆಡ್ (ಎಚ್‌ಎಎಲ್)ಗೆ ಪ್ರಧಾನಿ ಅವರ ಪ್ರಧಾನ ಕಾರ್ಯದರ್ಶಿ ಪಿ.ಕೆ.ಮಿಶ್ರಾ ಭೇಟಿ ನೀಡಿ ತೇಜಸ್ ಎಲ್‌ಸಿಎ ಎಂಕೆ-1ಎ ಪ್ರಸ್ತುತ ಸ್ಥಿತಿಗತಿ ಕುರಿತು ಮಾಹಿತಿ ಪಡೆದರು. ಯುದ್ಧ ವಿಮಾನಗಳ ಉತ್ಪಾದನಾ ಘಟಕಕ್ಕೆ ಭೇಟಿ ನೀಡಿದ ಅವರು ವಿಮಾನ ತಯಾರಿಕೆಯ ವಿವಿಧ ಹಂತಗಳನ್ನು ವೀಕ್ಷಿಸಿದರು. bbox=[30, 1207, 172, 1267]
story1-col2: ಮೆಟ್ಟಿಲು ಮಾರ್ಗವಾಗಿ ಬರುವ ಭಕ್ತರ ಸಂಖ್ಯೆಯೂ ಹೆಚ್ಚಾಗಿದ್ದು, ಯುವತಿಯರು, ಗೃಹಿಣಿಯರು 1001 ಮೆಟ್ಟಿಲುಗಳಿಗೆ ಕುಂಕುಮ, ಅರಿಶಿನ ಹಚ್ಚಿ ಹರಕೆ ತೀರಿಸಿದರು. ವಿಶೇಷ ಪೂಜೆ: ಮುಂಜಾನೆ ಮೂರು ಗಂಟೆಯಿಂದಲೇ ದೇವಾಲಯದಲ್ಲಿ ಪೂಜಾ ಕೈಂಕರ್ಯಗಳು ಆರಂಭವಾದವು. ದೇವಾಲಯದ ಪ್ರಧಾನ ಅರ್ಚಕ ಶಶಿಶೇಖರ ದೀಕ್ಷಿತ್ ನೇತೃತ್ವದಲ್ಲಿ ರುದ್ರಾಭಿಷೇಕ, ಪಂಚಾಮೃತಾಭಿಷೇಕ, ಕುಂಕುಮಾರ್ಚನೆ, ವಿಶೇಷ ಪೂಜೆ ನೆರವೇರಿತು. ಬಳಿಕ 5.30ರವರೆಗೆ ಭಕ್ತರ ದರ್ಶನಕ್ಕೆ ಅವಕಾಶ ಮಾಡಿಕೊಡಲಾಯಿತು. ಈ ಮಧ್ಯೆ ಬೆಳಗ್ಗೆ 9.30ಕ್ಕೆ ಮಹಾಮಂಗಳಾರತಿ, ಸಂಜೆ 6.30ರವರೆಗೆ ದರ್ಶನಕ್ಕೆ ಅವಕಾಶ ಕಲ್ಪಿಸಲಾಗಿತ್ತು. ದರ್ಶನ ಮತ್ತು ಆವರಣದಲ್ಲಿ ಪ್ರಸಾದ ವ್ಯವಸ್ಥೆ ಮಾಡಲಾಗಿತ್ತು. bbox=[197, 125, 357, 236]
seer-icon bbox=[769, 1217, 799, 1277]
story6-headline: ಭಟ್ಕಳ ಸ್ಫೋಟಿಸುವ ಬೆದರಿಕೆ ಸಂದೇಶ bbox=[450, 849, 591, 890]
